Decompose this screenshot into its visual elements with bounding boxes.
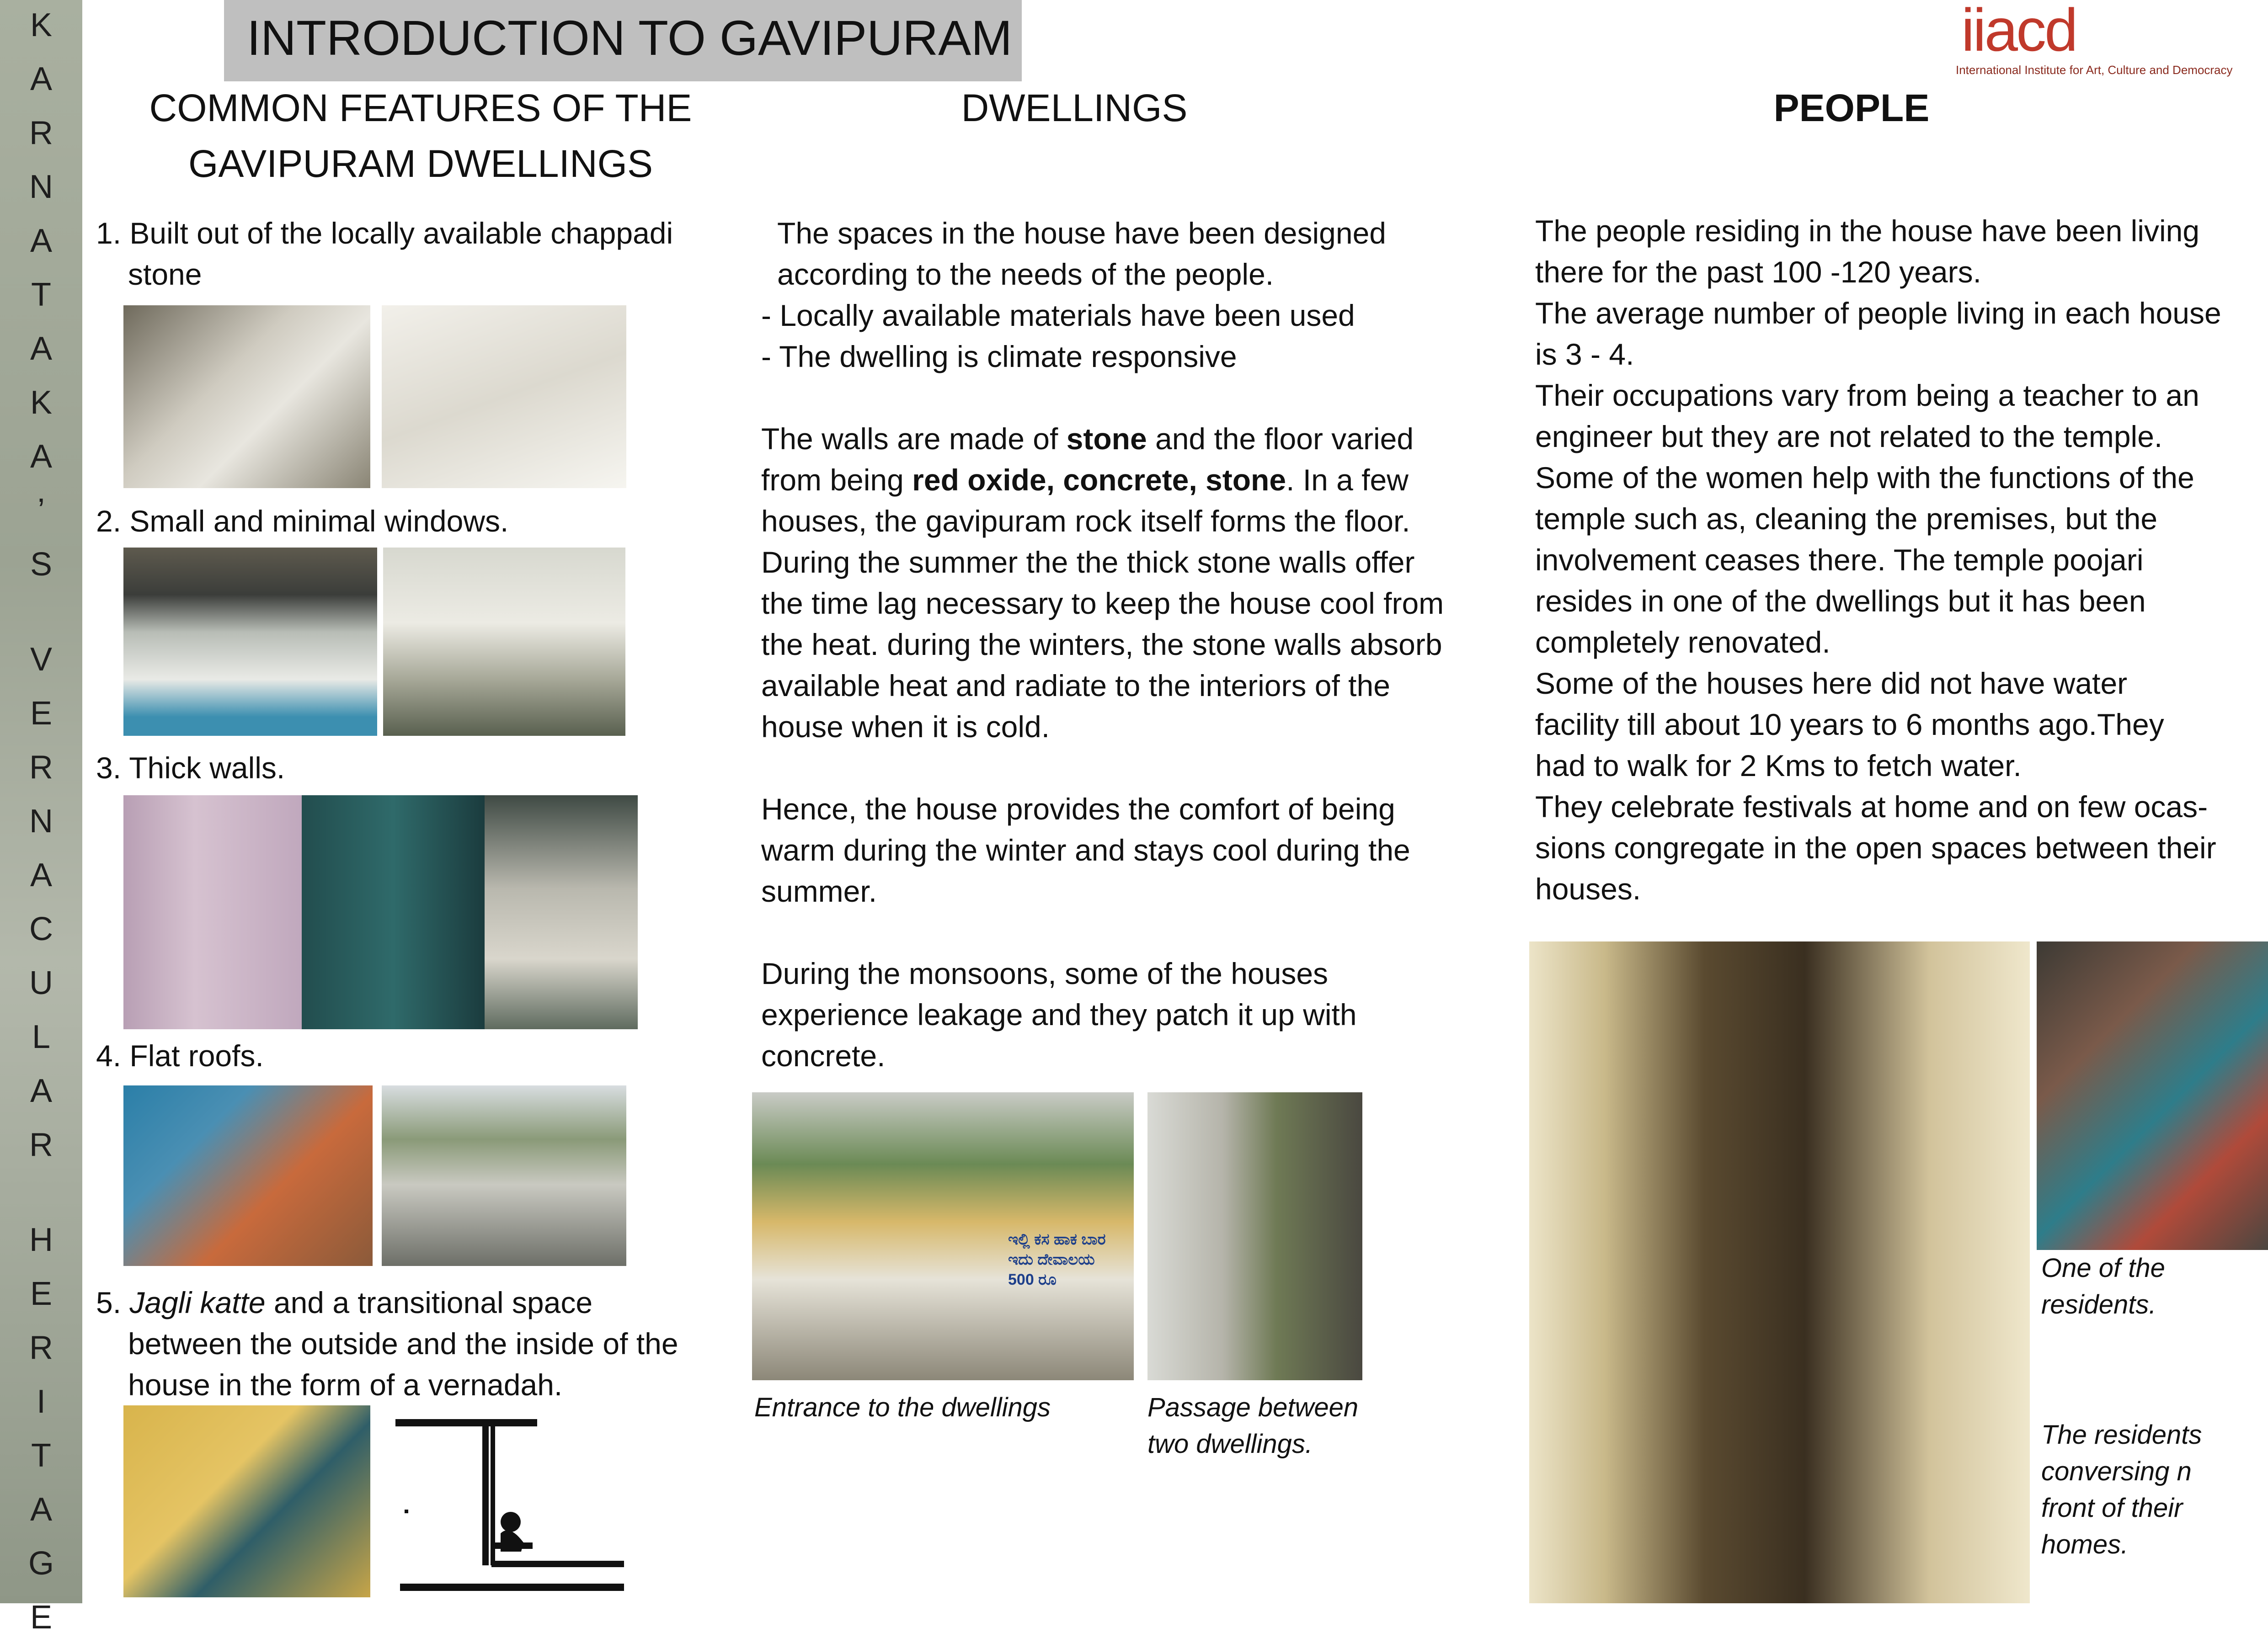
- caption-resident-l1: One of the: [2041, 1253, 2165, 1283]
- people-text-line: temple such as, cleaning the premises, but the: [1535, 502, 2158, 536]
- dwell-p3-l1: Hence, the house provides the comfort of being: [761, 792, 1395, 826]
- caption-resident-l2: residents.: [2041, 1290, 2156, 1319]
- people-text-line: involvement ceases there. The temple poojari: [1535, 543, 2144, 577]
- dwell-p2-l3: houses, the gavipuram rock itself forms the floor.: [761, 504, 1410, 538]
- caption-residents-front-l4: homes.: [2041, 1530, 2129, 1559]
- people-text-line: sions congregate in the open spaces between their: [1535, 831, 2216, 865]
- side-strip-letter: K: [30, 384, 53, 421]
- entrance-sign-line3: 500 ರೂ: [1008, 1271, 1057, 1288]
- feature-5-rest: and a transitional space: [265, 1286, 593, 1319]
- people-text-line: facility till about 10 years to 6 months ago.They: [1535, 707, 2164, 741]
- heading-common-features: [101, 80, 741, 191]
- dwell-p4-l1: During the monsoons, some of the houses: [761, 957, 1329, 990]
- side-strip-letter: R: [29, 115, 53, 151]
- photo-stone-house: [123, 305, 370, 488]
- side-strip-letter: N: [29, 803, 53, 840]
- logo-tagline: International Institute for Art, Culture and Democracy: [1956, 63, 2233, 77]
- feature-5-line2: between the outside and the inside of the: [128, 1327, 678, 1361]
- dwell-p2-l1-bold: stone: [1066, 422, 1147, 456]
- entrance-sign: [1008, 1229, 1122, 1290]
- dwell-p4-l3: concrete.: [761, 1039, 886, 1073]
- dwell-p2-l8: house when it is cold.: [761, 710, 1050, 744]
- dwell-p4-l2: experience leakage and they patch it up with: [761, 998, 1357, 1032]
- side-strip-letter: T: [31, 1437, 51, 1474]
- people-text-line: there for the past 100 -120 years.: [1535, 255, 1981, 289]
- caption-residents-front-l2: conversing n: [2041, 1457, 2192, 1486]
- entrance-sign-line2: ಇದು ದೇವಾಲಯ: [1008, 1251, 1095, 1268]
- side-strip-letter: U: [29, 965, 53, 1001]
- people-text-line: had to walk for 2 Kms to fetch water.: [1535, 749, 2022, 782]
- photo-resident: [2037, 941, 2268, 1250]
- people-text-line: houses.: [1535, 872, 1641, 906]
- dwell-p2-l1: [761, 418, 1414, 459]
- side-strip-letter: R: [29, 1330, 53, 1366]
- side-strip-letter: A: [30, 438, 53, 475]
- dwell-p3-l2: warm during the winter and stays cool during the: [761, 833, 1410, 867]
- dwell-p2-l4: During the summer the the thick stone walls offer: [761, 545, 1415, 579]
- photo-entrance: [752, 1092, 1134, 1380]
- feature-1-line1: 1. Built out of the locally available chappadi: [96, 216, 673, 250]
- feature-3: 3. Thick walls.: [96, 751, 285, 785]
- side-strip-letter: S: [30, 546, 53, 583]
- side-strip-letter: E: [30, 695, 53, 732]
- people-text-line: The people residing in the house have been living: [1535, 214, 2200, 248]
- feature-5-prefix: 5.: [96, 1286, 130, 1319]
- dwell-p2-l2-bold: red oxide, concrete, stone: [912, 463, 1286, 497]
- side-strip-letter: ’: [37, 492, 45, 529]
- caption-residents-front-l3: front of their: [2041, 1493, 2183, 1523]
- heading-common-line2: GAVIPURAM DWELLINGS: [188, 142, 653, 185]
- side-strip-letter: R: [29, 1127, 53, 1163]
- feature-1-line2: stone: [128, 257, 202, 291]
- photo-jagli-katte: [123, 1405, 370, 1597]
- people-text-line: The average number of people living in each house: [1535, 296, 2221, 330]
- caption-residents-front-l1: The residents: [2041, 1420, 2202, 1450]
- logo: iiacd: [1961, 0, 2076, 64]
- dwell-p2-l2-c: . In a few: [1286, 463, 1409, 497]
- dwell-p2-l1-a: The walls are made of: [761, 422, 1067, 456]
- dwell-p2-l2-a: from being: [761, 463, 913, 497]
- heading-people: PEOPLE: [1773, 86, 1930, 129]
- side-strip-letter: E: [30, 1276, 53, 1312]
- dwell-p1-l3: - Locally available materials have been used: [761, 298, 1355, 332]
- feature-5-italic-term: Jagli katte: [129, 1286, 266, 1319]
- side-strip-letter: T: [31, 277, 51, 313]
- side-strip-letter: A: [30, 1073, 53, 1109]
- dwell-p1-l4: - The dwelling is climate responsive: [761, 340, 1237, 373]
- side-strip-letter: V: [30, 641, 53, 678]
- people-text-line: Some of the houses here did not have water: [1535, 666, 2128, 700]
- side-strip-letter: A: [30, 1491, 53, 1528]
- people-text-line: engineer but they are not related to the temple.: [1535, 420, 2163, 453]
- dwell-p3-l3: summer.: [761, 874, 877, 908]
- feature-2: 2. Small and minimal windows.: [96, 504, 509, 538]
- photo-flat-roof-2: [382, 1085, 626, 1266]
- photo-thick-wall-teal: [302, 795, 485, 1029]
- side-strip-letter: G: [28, 1545, 54, 1582]
- side-strip-letter: I: [36, 1383, 46, 1420]
- side-strip-letter: R: [29, 749, 53, 786]
- feature-4: 4. Flat roofs.: [96, 1039, 264, 1073]
- people-text-line: resides in one of the dwellings but it has been: [1535, 584, 2146, 618]
- dwell-p2-l2: [761, 459, 1409, 500]
- dwell-p2-l7: available heat and radiate to the interiors of the: [761, 669, 1390, 702]
- people-text-line: is 3 - 4.: [1535, 337, 1634, 371]
- side-strip-letter: E: [30, 1599, 53, 1636]
- photo-stone-wall: [382, 305, 626, 488]
- photo-passage: [1147, 1092, 1362, 1380]
- photo-residents-conversing: [1529, 941, 2030, 1603]
- dwell-p2-l5: the time lag necessary to keep the house cool from: [761, 586, 1444, 620]
- photo-small-windows-1: [123, 548, 377, 736]
- caption-passage-l1: Passage between: [1147, 1393, 1359, 1422]
- side-strip-letter: A: [30, 330, 53, 367]
- people-text-line: completely renovated.: [1535, 625, 1830, 659]
- sketch-verandah: [386, 1405, 633, 1602]
- photo-thick-wall-pink: [123, 795, 302, 1029]
- photo-small-windows-2: [383, 548, 625, 736]
- caption-entrance: Entrance to the dwellings: [754, 1393, 1051, 1422]
- page-title: INTRODUCTION TO GAVIPURAM: [247, 10, 1013, 65]
- dwell-p2-l6: the heat. during the winters, the stone walls absorb: [761, 628, 1442, 661]
- heading-dwellings: DWELLINGS: [961, 86, 1188, 129]
- people-text-line: Some of the women help with the functions of the: [1535, 461, 2194, 495]
- dwell-p1-l1: The spaces in the house have been designed: [777, 216, 1386, 250]
- people-text-line: They celebrate festivals at home and on few ocas-: [1535, 790, 2208, 824]
- feature-5-line3: house in the form of a vernadah.: [128, 1368, 563, 1402]
- photo-flat-roof-1: [123, 1085, 373, 1266]
- side-strip-letter: A: [30, 223, 53, 259]
- dwell-p2-l1-c: and the floor varied: [1147, 422, 1414, 456]
- side-strip-letter: A: [30, 857, 53, 893]
- heading-common-line1: COMMON FEATURES OF THE: [149, 86, 692, 129]
- photo-thick-wall-grey: [485, 795, 638, 1029]
- people-text-line: Their occupations vary from being a teacher to an: [1535, 378, 2199, 412]
- entrance-sign-line1: ಇಲ್ಲಿ ಕಸ ಹಾಕ ಬಾರ: [1008, 1231, 1106, 1248]
- side-strip-letter: N: [29, 169, 53, 205]
- side-strip-letter: H: [29, 1222, 53, 1258]
- side-strip-letter: A: [30, 61, 53, 97]
- caption-passage-l2: two dwellings.: [1147, 1429, 1313, 1459]
- dwell-p1-l2: according to the needs of the people.: [777, 257, 1274, 291]
- side-strip-letter: L: [32, 1019, 51, 1055]
- side-strip-letter: C: [29, 911, 53, 947]
- feature-5-line1: [96, 1282, 592, 1323]
- side-strip-letter: K: [30, 7, 53, 43]
